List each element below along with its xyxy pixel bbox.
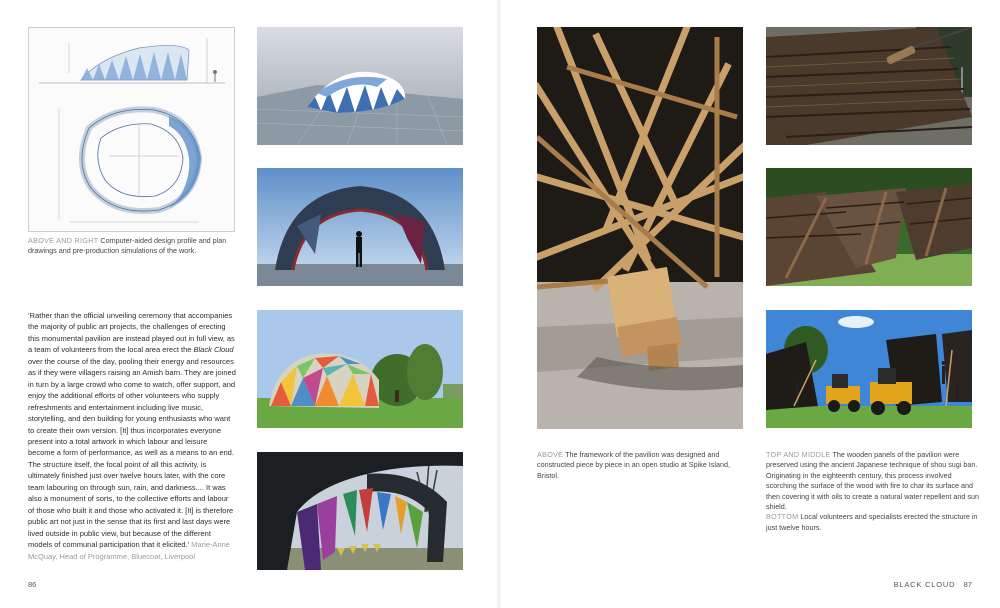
caption-text: Computer-aided design profile and plan drawings and pre-production simulations of the work.	[28, 236, 227, 256]
pull-quote	[28, 310, 236, 562]
quote-text-part1: ‘Rather than the official unveiling ceremony that accompanies the majority of public art projects, the challenges of erecting this monumental pavilion are instead played out in full view, as a team of volunteers from the local area erect the	[28, 311, 235, 355]
page-number-right: 87	[963, 580, 972, 589]
charred-panel-photo	[766, 27, 972, 145]
quote-italic-title: Black Cloud	[193, 345, 234, 355]
quote-attribution: Marie-Anne McQuay, Head of Programme, Bluecoat, Liverpool	[28, 540, 230, 561]
quote-text-part2: over the course of the day, pooling their energy and resources as if they were villagers raising an Amish barn. They are joined in turn by a large crowd who come to watch, offer support, and enjoy the additional efforts of other volunteers who supply refreshments and entertainment including live music, storytelling, and den building for young enthusiasts who want to create their own version. [It] thus incorporates everyone present into a total artwork in which labour and leisure become a form of performance, as well as a means to an end. The structure itself, the focal point of all this activity, is ultimately finished just over twelve hours later, with the core team labouring on through sun, rain, and darkness.... It was also a monument of sorts, to the collective efforts and labour of those who built it and those who activated it. [It] is therefore public art not just in the sense that its first and last days were lived outside in public view, but because of the different models of communal participation that it elicited.’	[28, 356, 236, 550]
render-top-view-image	[257, 27, 463, 145]
caption-label: ABOVE AND RIGHT	[28, 236, 99, 245]
top-middle-bottom-caption	[766, 450, 980, 533]
caption-text-bottom: Local volunteers and specialists erected the structure in just twelve hours.	[766, 512, 978, 532]
panels-drying-photo	[766, 168, 972, 286]
wood-framework-photo	[537, 27, 743, 429]
caption-label-top-middle: TOP AND MIDDLE	[766, 450, 831, 459]
running-title: BLACK CLOUD	[893, 580, 956, 589]
caption-label: ABOVE	[537, 450, 564, 459]
cad-drawing-image	[28, 27, 235, 232]
caption-text: The framework of the pavilion was designed and constructed piece by piece in an open studio at Spike Island, Bristol.	[537, 450, 730, 480]
page-number-left: 86	[28, 580, 37, 589]
right-page	[500, 0, 1000, 608]
render-interior-image	[257, 168, 463, 286]
cad-caption	[28, 236, 243, 257]
erection-day-photo	[766, 310, 972, 428]
running-footer	[894, 580, 972, 589]
pavilion-interior-photo	[257, 452, 463, 570]
above-caption	[537, 450, 747, 481]
caption-label-bottom: BOTTOM	[766, 512, 799, 522]
render-park-image	[257, 310, 463, 428]
caption-text-top-middle: The wooden panels of the pavilion were preserved using the ancient Japanese technique of shou sugi ban. Originating in the eighteenth century, this process involved scorching the surface of the wood with fire to char its surface and then covering it with oils to create a natural water repellent and sun shield.	[766, 450, 979, 512]
